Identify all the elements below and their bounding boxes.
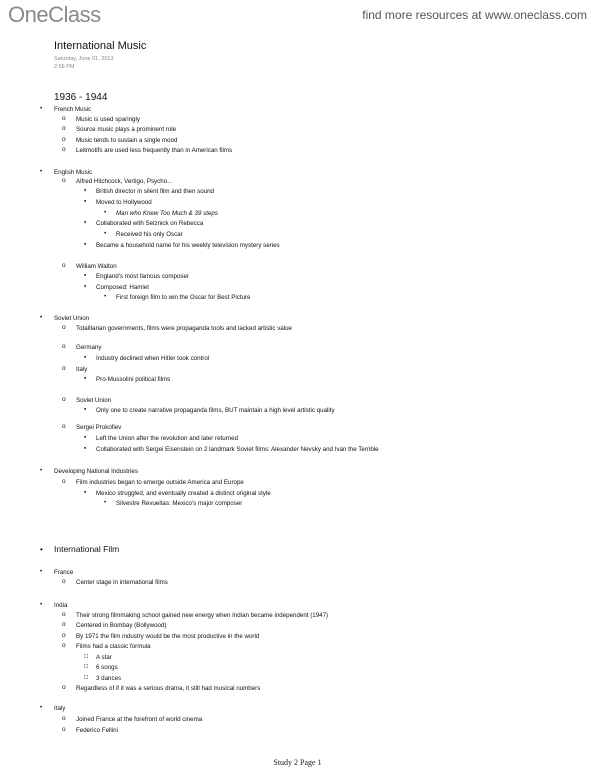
outline-line-level-1: Films had a classic formula <box>76 643 151 650</box>
bullet-level-1: o <box>62 125 66 132</box>
outline-line-level-1: Their strong filmmaking school gained new energy when Indian became independent (1947) <box>76 612 329 619</box>
outline-line-level-1: Italy <box>76 366 88 373</box>
outline-line-level-3: Silvestre Revueltas: Mexico's major composer <box>116 500 243 507</box>
section-heading-1936-1944: 1936 - 1944 <box>54 92 108 103</box>
outline-line-level-1: Federico Fellini <box>76 727 118 734</box>
bullet-level-2: ▪ <box>84 187 87 194</box>
outline-line-level-1: Music is used sparingly <box>76 116 140 123</box>
bullet-level-1: o <box>62 396 66 403</box>
outline-line-level-2: Pro-Mussolini political films <box>96 376 171 383</box>
bullet-level-1: o <box>62 632 66 639</box>
oneclass-header <box>0 0 595 32</box>
outline-line-level-2: Only one to create narrative propaganda films, BUT maintain a high level artistic quality <box>96 407 335 414</box>
bullet-level-1: o <box>62 136 66 143</box>
bullet-level-0: • <box>40 168 43 175</box>
outline-line-level-2: Moved to Hollywood <box>96 199 152 206</box>
bullet-level-2: ▪ <box>84 241 87 248</box>
bullet-level-0: • <box>40 105 43 112</box>
page-footer: Study 2 Page 1 <box>273 758 322 767</box>
bullet-level-2: ▪ <box>84 375 87 382</box>
bullet-level-2: ▪ <box>84 445 87 452</box>
outline-line-level-1: Centered in Bombay (Bollywood) <box>76 622 167 629</box>
bullet-level-3: • <box>104 230 107 237</box>
outline-line-level-1: By 1971 the film industry would be the most productive in the world <box>76 633 260 640</box>
bullet-level-0: • <box>40 314 43 321</box>
section-heading-international-film: International Film <box>54 544 120 554</box>
bullet-level-2: □ <box>84 674 88 681</box>
outline-line-level-1: Regardless of if it was a serious drama, it still had musical numbers <box>76 685 261 692</box>
bullet-level-2: ▪ <box>84 489 87 496</box>
bullet-level-1: o <box>62 115 66 122</box>
bullet-level-1: o <box>62 324 66 331</box>
logo-text: OneClass <box>8 2 101 27</box>
outline-line-level-0: Developing National Industries <box>54 468 138 475</box>
outline-line-level-0: France <box>54 569 74 576</box>
note-time: 2:56 PM <box>54 64 75 70</box>
outline-line-level-1: Joined France at the forefront of world cinema <box>76 716 203 723</box>
oneclass-resources-link[interactable]: find more resources at www.oneclass.com <box>362 8 587 22</box>
outline-line-level-2: Collaborated with Sergei Eisenstein on 2 landmark Soviet films: Alexander Nevsky and Ivan the Terrible <box>96 446 379 453</box>
bullet-level-3: • <box>104 499 107 506</box>
outline-line-level-0: English Music <box>54 169 93 176</box>
bullet-level-1: o <box>62 423 66 430</box>
outline-line-level-1: Leitmotifs are used less frequently than in American films <box>76 147 233 154</box>
bullet-level-0: • <box>40 467 43 474</box>
bullet-level-3: • <box>104 209 107 216</box>
outline-line-level-2: Collaborated with Selznick on Rebecca <box>96 220 204 227</box>
bullet-level-2: ▪ <box>84 434 87 441</box>
outline-line-level-1: Source music plays a prominent role <box>76 126 177 133</box>
bullet-level-2: ▪ <box>84 272 87 279</box>
outline-line-level-2: Became a household name for his weekly television mystery series <box>96 242 280 249</box>
bullet-level-2: ▪ <box>84 283 87 290</box>
outline-line-level-0: Soviet Union <box>54 315 90 322</box>
outline-line-level-2: Industry declined when Hitler took control <box>96 355 210 362</box>
outline-line-level-0: India <box>54 602 68 609</box>
outline-line-level-1: William Walton <box>76 263 117 270</box>
bullet-level-1: o <box>62 262 66 269</box>
bullet-level-1: o <box>62 715 66 722</box>
bullet-level-1: o <box>62 611 66 618</box>
bullet-level-2: ▪ <box>84 354 87 361</box>
outline-line-level-2: British director in silent film and then sound <box>96 188 214 195</box>
bullet-level-0: • <box>40 568 43 575</box>
bullet-level-1: o <box>62 621 66 628</box>
outline-line-level-1: Totalitarian governments, films were propaganda tools and lacked artistic value <box>76 325 292 332</box>
outline-line-level-3: First foreign film to win the Oscar for Best Picture <box>116 294 251 301</box>
section-bullet: • <box>40 545 43 554</box>
bullet-level-1: o <box>62 726 66 733</box>
oneclass-logo[interactable] <box>8 2 101 28</box>
page-title: International Music <box>54 40 147 52</box>
outline-line-level-0: French Music <box>54 106 92 113</box>
outline-line-level-1: Film industries began to emerge outside America and Europe <box>76 479 244 486</box>
outline-line-level-1: Alfred Hitchcock, Vertigo, Psycho... <box>76 178 173 185</box>
bullet-level-1: o <box>62 478 66 485</box>
outline-line-level-1: Germany <box>76 344 102 351</box>
bullet-level-0: • <box>40 601 43 608</box>
outline-line-level-1: Soviet Union <box>76 397 112 404</box>
outline-line-level-2: Composed: Hamlet <box>96 284 149 291</box>
bullet-level-1: o <box>62 343 66 350</box>
note-date: Saturday, June 01, 2013 <box>54 56 114 62</box>
bullet-level-1: o <box>62 365 66 372</box>
outline-line-level-1: Center stage in international films <box>76 579 168 586</box>
bullet-level-1: o <box>62 146 66 153</box>
outline-line-level-2: 6 songs <box>96 664 118 671</box>
outline-line-level-3: Man who Knew Too Much & 39 steps <box>116 210 218 217</box>
bullet-level-2: ▪ <box>84 198 87 205</box>
bullet-level-1: o <box>62 578 66 585</box>
bullet-level-2: ▪ <box>84 219 87 226</box>
outline-line-level-2: Left the Union after the revolution and later returned <box>96 435 239 442</box>
outline-line-level-2: 3 dances <box>96 675 122 682</box>
bullet-level-3: • <box>104 293 107 300</box>
outline-line-level-2: England's most famous composer <box>96 273 190 280</box>
outline-line-level-3: Received his only Oscar <box>116 231 183 238</box>
bullet-level-1: o <box>62 642 66 649</box>
bullet-level-0: • <box>40 704 43 711</box>
outline-line-level-2: Mexico struggled, and eventually created a distinct original style <box>96 490 271 497</box>
bullet-level-1: o <box>62 684 66 691</box>
bullet-level-2: □ <box>84 663 88 670</box>
bullet-level-2: □ <box>84 653 88 660</box>
outline-line-level-0: Italy <box>54 705 66 712</box>
outline-line-level-1: Music tends to sustain a single mood <box>76 137 178 144</box>
outline-line-level-2: A star <box>96 654 112 661</box>
outline-line-level-1: Sergei Prokofiev <box>76 424 122 431</box>
bullet-level-2: ▪ <box>84 406 87 413</box>
bullet-level-1: o <box>62 177 66 184</box>
